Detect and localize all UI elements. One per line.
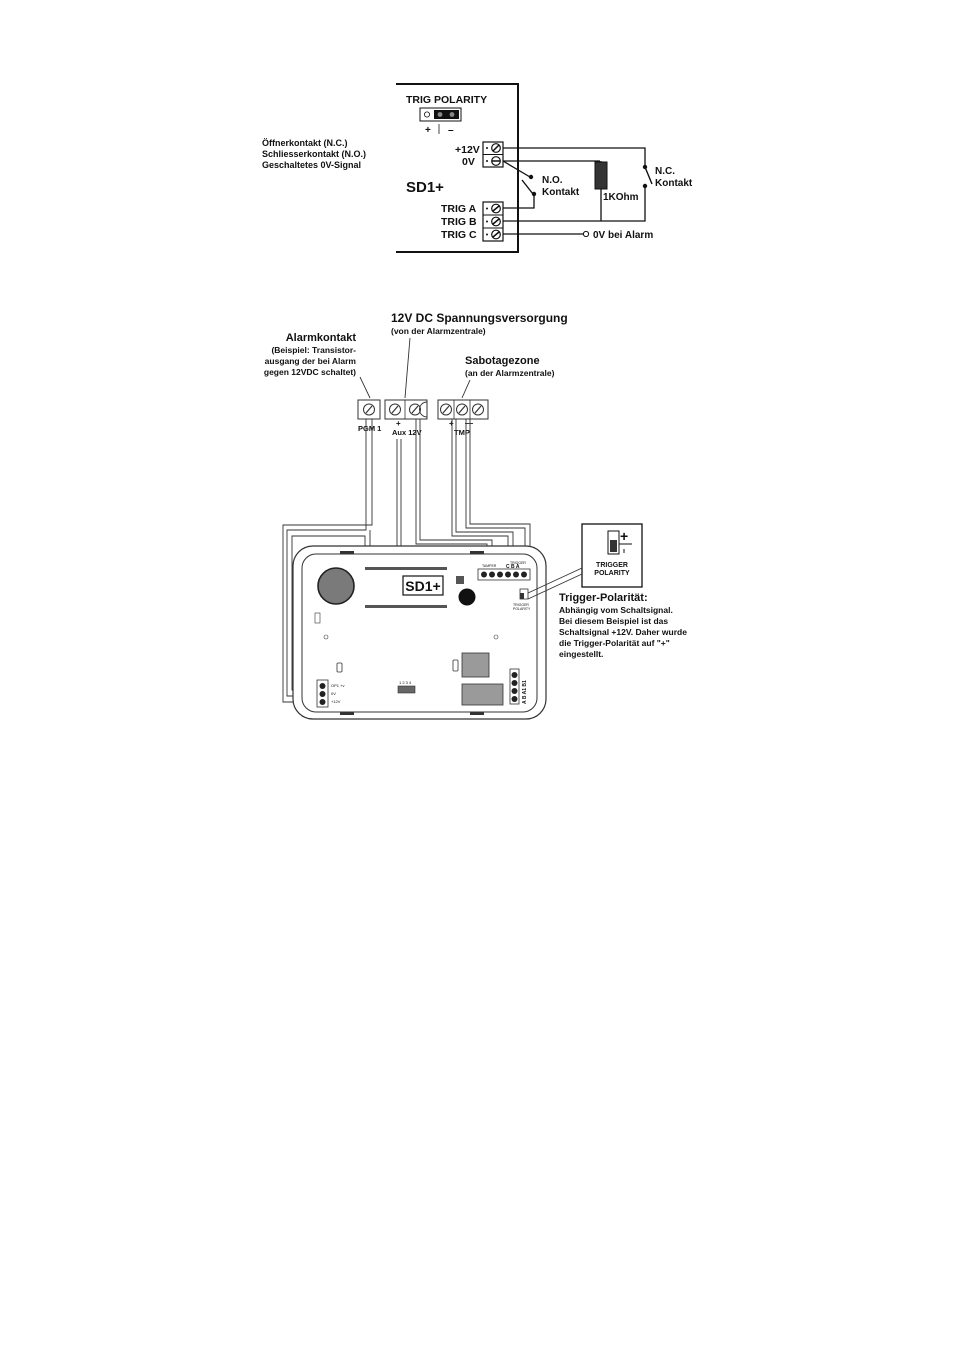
panel-terminal-pgm — [358, 400, 380, 419]
note-no: Schliesserkontakt (N.O.) — [262, 149, 367, 159]
pgm-label: PGM 1 — [358, 424, 382, 433]
device-name: SD1+ — [406, 179, 444, 196]
no-kontakt-label: Kontakt — [542, 187, 580, 198]
aux-plus: + — [396, 419, 401, 428]
tmp-label: TMP — [454, 428, 470, 437]
terminal-block-power — [483, 142, 503, 167]
note-nc: Öffnerkontakt (N.C.) — [262, 138, 348, 148]
tmp-plus: + — [449, 419, 454, 428]
trig-b-label: TRIG B — [441, 216, 477, 228]
callout-plus: + — [620, 528, 629, 544]
panel-terminal-tmp — [438, 400, 488, 419]
board-term-op1: OP1 +v — [331, 683, 345, 688]
board-button — [459, 589, 476, 606]
board-dip-switch — [398, 686, 415, 693]
board-relay — [462, 653, 489, 677]
nc-contact-switch — [643, 165, 652, 188]
nc-kontakt-label: Kontakt — [655, 178, 693, 189]
buzzer-speaker — [318, 568, 354, 604]
alarm-contact-sub-2: ausgang der bei Alarm — [264, 356, 356, 366]
board-label: SD1+ — [405, 578, 441, 594]
alarm-contact-title: Alarmkontakt — [285, 332, 356, 344]
contact-type-note — [262, 138, 366, 170]
trig-polarity-jumper — [420, 108, 461, 121]
polarity-plus-label: + — [425, 125, 431, 136]
bottom-wiring-diagram — [264, 311, 687, 719]
nc-label: N.C. — [655, 166, 675, 177]
tmp-minus: — — [465, 419, 473, 428]
no-label: N.O. — [542, 175, 563, 186]
tp-text-1: Abhängig vom Schaltsignal. — [559, 605, 673, 615]
tp-text-4: die Trigger-Polarität auf "+" — [559, 638, 670, 648]
panel-terminal-aux — [385, 400, 427, 419]
callout-trigger: TRIGGER — [596, 562, 628, 569]
trig-c-label: TRIG C — [441, 229, 477, 241]
board-led — [456, 576, 464, 584]
alarm-contact-sub-1: (Beispiel: Transistor- — [271, 345, 356, 355]
terminal-0v-label: 0V — [462, 156, 475, 168]
callout-polarity: POLARITY — [594, 570, 630, 577]
board-tamper-label: TAMPER — [482, 564, 497, 568]
board-term-12v: +12V — [331, 699, 341, 704]
alarm-contact-sub-3: gegen 12VDC schaltet) — [263, 367, 356, 377]
board-dip-label: 1 2 3 4 — [399, 680, 412, 685]
pointer-tamper — [462, 380, 470, 398]
terminal-block-trigger — [483, 202, 503, 241]
trig-polarity-label: TRIG POLARITY — [406, 94, 488, 106]
resistor-label: 1KOhm — [603, 192, 639, 203]
note-0v: Geschaltetes 0V-Signal — [262, 160, 362, 170]
board-trig-pol-1: TRIGGER — [513, 603, 529, 607]
board-trig-pol-2: POLARITY — [513, 607, 531, 611]
board-ab-label: A B A1 B1 — [522, 680, 528, 704]
psu-subtitle: (von der Alarmzentrale) — [391, 326, 486, 336]
tamper-subtitle: (an der Alarmzentrale) — [465, 368, 555, 378]
pointer-alarm — [360, 377, 370, 398]
board-cba-label: C B A — [506, 564, 520, 570]
pointer-psu — [405, 338, 410, 398]
trig-a-label: TRIG A — [441, 203, 477, 215]
board-trigger-label: TRIGGER — [510, 561, 526, 565]
tamper-title: Sabotagezone — [465, 355, 540, 367]
pin-header-bottom — [365, 605, 447, 608]
terminal-12v-label: +12V — [455, 144, 480, 156]
no-contact-switch — [522, 175, 536, 196]
tp-title: Trigger-Polarität: — [559, 592, 648, 604]
tp-text-5: eingestellt. — [559, 649, 604, 659]
aux-label: Aux 12V — [392, 428, 422, 437]
alarm-0v-label: 0V bei Alarm — [593, 230, 654, 241]
board-term-0v: 0V — [331, 691, 336, 696]
tp-text-2: Bei diesem Beispiel ist das — [559, 616, 669, 626]
sd1-board — [293, 546, 546, 719]
board-relay-2 — [462, 684, 503, 705]
alarm-0v-terminal — [583, 231, 588, 236]
resistor-symbol — [595, 162, 607, 189]
polarity-minus-label: – — [448, 125, 454, 136]
pin-header-top — [365, 567, 447, 570]
top-wiring-diagram — [262, 84, 693, 252]
tp-text-3: Schaltsignal +12V. Daher wurde — [559, 627, 687, 637]
psu-title: 12V DC Spannungsversorgung — [391, 311, 568, 325]
